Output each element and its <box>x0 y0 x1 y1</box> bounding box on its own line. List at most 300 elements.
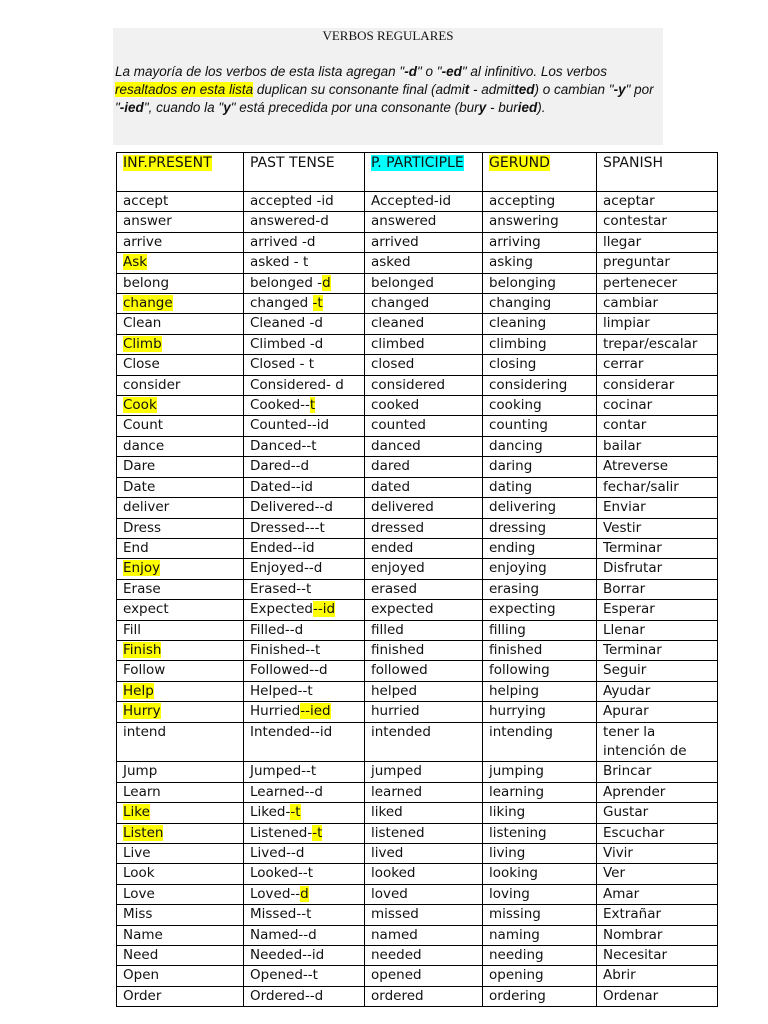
gerund-cell <box>483 253 597 273</box>
spanish-cell <box>597 375 718 395</box>
cell-text: daring <box>489 458 533 475</box>
spanish-cell <box>597 273 718 293</box>
participle-cell <box>365 925 483 945</box>
table-row <box>117 884 718 904</box>
verb-label: Dare <box>123 458 156 475</box>
intro-bold: -y <box>613 82 626 97</box>
spanish-cell <box>597 823 718 843</box>
cell-text: Apurar <box>603 703 649 720</box>
table-row <box>117 457 718 477</box>
gerund-cell <box>483 538 597 558</box>
header-gerund <box>483 153 597 192</box>
cell-text: enjoying <box>489 560 547 577</box>
gerund-cell <box>483 375 597 395</box>
table-row <box>117 192 718 212</box>
spanish-cell <box>597 212 718 232</box>
cell-text: cleaned <box>371 315 425 332</box>
cell-text: accepting <box>489 193 556 209</box>
spanish-cell <box>597 355 718 375</box>
gerund-cell <box>483 334 597 354</box>
participle-cell <box>365 192 483 212</box>
past-tense-label <box>250 804 301 820</box>
participle-cell <box>365 600 483 620</box>
cell-text: contestar <box>603 213 667 230</box>
cell-text: belonging <box>489 274 556 291</box>
past-tense-cell <box>244 722 365 762</box>
spanish-cell <box>597 803 718 823</box>
spanish-cell <box>597 966 718 986</box>
cell-text: Amar <box>603 885 640 902</box>
table-row <box>117 620 718 640</box>
cell-text: finished <box>489 641 543 658</box>
gerund-cell <box>483 436 597 456</box>
cell-text: limpiar <box>603 315 650 332</box>
intro-text: " por " <box>115 82 654 115</box>
cell-text: Considered- d <box>250 376 344 393</box>
cell-text: climbing <box>489 335 547 352</box>
spanish-cell <box>597 579 718 599</box>
cell-text: listening <box>489 824 547 841</box>
participle-cell <box>365 396 483 416</box>
past-tense-suffix: --id <box>313 601 336 618</box>
table-row <box>117 212 718 232</box>
cell-text: Danced--t <box>250 437 317 454</box>
cell-text: answered <box>371 213 437 230</box>
cell-text: missing <box>489 906 541 923</box>
spanish-cell <box>597 457 718 477</box>
spanish-cell <box>597 253 718 273</box>
verb-label: Enjoy <box>123 560 161 577</box>
past-tense-stem: Hurried <box>250 703 301 720</box>
spanish-cell <box>597 986 718 1006</box>
infinitive-cell <box>117 559 244 579</box>
verb-label: Open <box>123 967 160 984</box>
cell-text: arrived -d <box>250 233 316 250</box>
cell-text: dressed <box>371 519 425 536</box>
participle-cell <box>365 498 483 518</box>
spanish-cell <box>597 192 718 212</box>
cell-text: asked <box>371 254 411 271</box>
verb-label: consider <box>123 376 181 393</box>
past-tense-cell <box>244 803 365 823</box>
table-row <box>117 640 718 660</box>
participle-cell <box>365 477 483 497</box>
infinitive-cell <box>117 498 244 518</box>
cell-text: Lived--d <box>250 845 305 861</box>
table-row <box>117 294 718 314</box>
gerund-cell <box>483 884 597 904</box>
cell-text: Helped--t <box>250 682 313 699</box>
participle-cell <box>365 559 483 579</box>
cell-text: Ended--id <box>250 539 315 556</box>
table-row <box>117 355 718 375</box>
table-row <box>117 436 718 456</box>
cell-text: Extrañar <box>603 906 662 923</box>
participle-cell <box>365 518 483 538</box>
participle-cell <box>365 294 483 314</box>
cell-text: Missed--t <box>250 906 312 923</box>
infinitive-cell <box>117 620 244 640</box>
header-label: SPANISH <box>603 155 664 171</box>
verb-label: dance <box>123 437 165 454</box>
participle-cell <box>365 782 483 802</box>
past-tense-suffix: d <box>322 274 331 291</box>
cell-text: ended <box>371 539 414 556</box>
cell-text: helping <box>489 682 540 699</box>
table-row <box>117 253 718 273</box>
infinitive-cell <box>117 334 244 354</box>
past-tense-cell <box>244 334 365 354</box>
cell-text: Counted--id <box>250 417 330 434</box>
cell-text: preguntar <box>603 254 670 271</box>
cell-text: Ordenar <box>603 987 659 1004</box>
past-tense-cell <box>244 192 365 212</box>
past-tense-cell <box>244 538 365 558</box>
infinitive-cell <box>117 273 244 293</box>
past-tense-stem: changed <box>250 295 313 312</box>
cell-text: opening <box>489 967 544 984</box>
cell-text: arrived <box>371 233 419 250</box>
gerund-cell <box>483 416 597 436</box>
gerund-cell <box>483 925 597 945</box>
infinitive-cell <box>117 232 244 252</box>
table-row <box>117 803 718 823</box>
cell-text: intended <box>371 723 431 740</box>
intro-text: ) o cambian " <box>534 82 614 97</box>
table-row <box>117 334 718 354</box>
cell-text: Esperar <box>603 601 655 618</box>
gerund-cell <box>483 396 597 416</box>
infinitive-cell <box>117 823 244 843</box>
table-row <box>117 762 718 782</box>
cell-text: answered-d <box>250 213 329 230</box>
spanish-cell <box>597 905 718 925</box>
gerund-cell <box>483 986 597 1006</box>
cell-text: changing <box>489 295 552 312</box>
past-tense-suffix: --ied <box>300 703 331 720</box>
spanish-cell <box>597 436 718 456</box>
intro-text: - admit <box>469 82 515 97</box>
intro-text: ). <box>537 100 546 115</box>
cell-text: closing <box>489 356 537 373</box>
cell-text: Terminar <box>603 539 662 556</box>
verbs-table <box>116 152 718 1007</box>
gerund-cell <box>483 477 597 497</box>
gerund-cell <box>483 579 597 599</box>
past-tense-cell <box>244 314 365 334</box>
cell-text: accepted -id <box>250 193 334 209</box>
intro-bold: -ied <box>119 100 144 115</box>
gerund-cell <box>483 823 597 843</box>
past-tense-cell <box>244 884 365 904</box>
cell-text: tener la intención de <box>603 723 687 759</box>
intro-text: ", cuando la " <box>143 100 224 115</box>
cell-text: liked <box>371 804 403 821</box>
cell-text: Aprender <box>603 783 666 800</box>
past-tense-cell <box>244 661 365 681</box>
cell-text: jumped <box>371 763 422 780</box>
past-tense-cell <box>244 477 365 497</box>
infinitive-cell <box>117 905 244 925</box>
verb-label: Name <box>123 926 163 943</box>
spanish-cell <box>597 518 718 538</box>
cell-text: Looked--t <box>250 865 314 882</box>
past-tense-cell <box>244 416 365 436</box>
infinitive-cell <box>117 966 244 986</box>
cell-text: Closed - t <box>250 356 315 373</box>
gerund-cell <box>483 518 597 538</box>
past-tense-cell <box>244 702 365 722</box>
participle-cell <box>365 844 483 864</box>
verb-label: Fill <box>123 621 142 638</box>
spanish-cell <box>597 702 718 722</box>
cell-text: Climbed -d <box>250 335 324 352</box>
intro-text: " o " <box>416 64 442 79</box>
verb-label: intend <box>123 723 167 740</box>
verb-label: Count <box>123 417 164 434</box>
gerund-cell <box>483 966 597 986</box>
past-tense-cell <box>244 232 365 252</box>
infinitive-cell <box>117 722 244 762</box>
infinitive-cell <box>117 884 244 904</box>
intro-bold: ted <box>514 82 535 97</box>
cell-text: considering <box>489 376 568 393</box>
participle-cell <box>365 905 483 925</box>
table-row <box>117 986 718 1006</box>
cell-text: cambiar <box>603 295 658 312</box>
infinitive-cell <box>117 864 244 884</box>
cell-text: delivered <box>371 499 434 516</box>
participle-cell <box>365 702 483 722</box>
cell-text: Nombrar <box>603 926 663 943</box>
past-tense-cell <box>244 579 365 599</box>
cell-text: Intended--id <box>250 723 333 740</box>
cell-text: Enviar <box>603 499 646 516</box>
gerund-cell <box>483 722 597 762</box>
intro-text: La mayoría de los verbos de esta lista agregan " <box>115 64 405 79</box>
cell-text: needed <box>371 947 422 964</box>
table-row <box>117 375 718 395</box>
cell-text: helped <box>371 682 418 699</box>
participle-cell <box>365 946 483 966</box>
gerund-cell <box>483 946 597 966</box>
cell-text: Delivered--d <box>250 499 333 516</box>
cell-text: considered <box>371 376 446 393</box>
gerund-cell <box>483 782 597 802</box>
intro-text: - bur <box>486 100 518 115</box>
gerund-cell <box>483 905 597 925</box>
cell-text: bailar <box>603 437 642 454</box>
gerund-cell <box>483 803 597 823</box>
spanish-cell <box>597 559 718 579</box>
past-tense-suffix: d <box>300 885 309 902</box>
gerund-cell <box>483 600 597 620</box>
past-tense-cell <box>244 294 365 314</box>
intro-text: " está precedida por una consonante (bur <box>230 100 479 115</box>
past-tense-cell <box>244 844 365 864</box>
header-label: GERUND <box>489 155 550 171</box>
participle-cell <box>365 620 483 640</box>
cell-text: expecting <box>489 601 556 618</box>
cell-text: considerar <box>603 376 675 393</box>
intro-bold: ied <box>517 100 538 115</box>
past-tense-cell <box>244 396 365 416</box>
past-tense-stem: Expected <box>250 601 313 618</box>
infinitive-cell <box>117 416 244 436</box>
past-tense-cell <box>244 986 365 1006</box>
header-label: INF.PRESENT <box>123 155 212 171</box>
spanish-cell <box>597 946 718 966</box>
cell-text: jumping <box>489 763 544 780</box>
participle-cell <box>365 436 483 456</box>
cell-text: erasing <box>489 580 540 597</box>
spanish-cell <box>597 864 718 884</box>
cell-text: Erased--t <box>250 580 312 597</box>
participle-cell <box>365 884 483 904</box>
verb-label: answer <box>123 213 172 230</box>
header-label: PAST TENSE <box>250 155 335 171</box>
gerund-cell <box>483 273 597 293</box>
spanish-cell <box>597 762 718 782</box>
intro-text: " al infinitivo. Los verbos <box>461 64 607 79</box>
infinitive-cell <box>117 355 244 375</box>
verb-label: Close <box>123 356 160 373</box>
spanish-cell <box>597 538 718 558</box>
table-row <box>117 579 718 599</box>
cell-text: trepar/escalar <box>603 335 698 352</box>
verb-label: Look <box>123 865 155 882</box>
participle-cell <box>365 640 483 660</box>
spanish-cell <box>597 416 718 436</box>
gerund-cell <box>483 355 597 375</box>
past-tense-cell <box>244 946 365 966</box>
table-row <box>117 681 718 701</box>
intro-bold: y <box>478 100 487 115</box>
cell-text: hurrying <box>489 703 546 720</box>
cell-text: pertenecer <box>603 274 678 291</box>
past-tense-stem: Liked- <box>250 804 291 821</box>
gerund-cell <box>483 498 597 518</box>
past-tense-cell <box>244 782 365 802</box>
table-row <box>117 314 718 334</box>
past-tense-stem: Loved-- <box>250 885 301 902</box>
infinitive-cell <box>117 518 244 538</box>
cell-text: ordered <box>371 987 424 1004</box>
cell-text: closed <box>371 356 415 373</box>
verb-label: Finish <box>123 641 162 658</box>
past-tense-suffix: -t <box>312 824 323 841</box>
page-title: VERBOS REGULARES <box>322 28 454 43</box>
cell-text: Enjoyed--d <box>250 560 323 577</box>
table-header-row <box>117 153 718 192</box>
cell-text: Ordered--d <box>250 987 324 1004</box>
cell-text: Followed--d <box>250 662 328 679</box>
past-tense-cell <box>244 864 365 884</box>
verb-label: Erase <box>123 580 161 597</box>
cell-text: asked - t <box>250 254 309 271</box>
spanish-cell <box>597 334 718 354</box>
table-row <box>117 232 718 252</box>
cell-text: looking <box>489 865 538 882</box>
past-tense-cell <box>244 457 365 477</box>
gerund-cell <box>483 661 597 681</box>
participle-cell <box>365 273 483 293</box>
infinitive-cell <box>117 192 244 212</box>
verb-label: expect <box>123 601 169 618</box>
infinitive-cell <box>117 396 244 416</box>
cell-text: listened <box>371 824 425 841</box>
cell-text: intending <box>489 723 553 740</box>
participle-cell <box>365 253 483 273</box>
past-tense-suffix: -t <box>290 804 301 821</box>
intro-bold: y <box>223 100 231 115</box>
infinitive-cell <box>117 844 244 864</box>
gerund-cell <box>483 864 597 884</box>
table-row <box>117 416 718 436</box>
verb-label: End <box>123 539 149 556</box>
gerund-cell <box>483 844 597 864</box>
verb-label: Order <box>123 987 162 1004</box>
cell-text: dating <box>489 478 533 495</box>
participle-cell <box>365 232 483 252</box>
intro-highlight: resaltados en esta lista <box>115 82 254 97</box>
cell-text: erased <box>371 580 418 597</box>
cell-text: followed <box>371 662 428 679</box>
past-tense-cell <box>244 212 365 232</box>
gerund-cell <box>483 620 597 640</box>
spanish-cell <box>597 396 718 416</box>
cell-text: Named--d <box>250 926 317 943</box>
infinitive-cell <box>117 477 244 497</box>
cell-text: cooked <box>371 397 420 414</box>
cell-text: asking <box>489 254 534 271</box>
spanish-cell <box>597 294 718 314</box>
spanish-cell <box>597 925 718 945</box>
participle-cell <box>365 864 483 884</box>
cell-text: Borrar <box>603 580 646 597</box>
past-tense-stem: Cooked-- <box>250 397 310 414</box>
spanish-cell <box>597 314 718 334</box>
cell-text: changed <box>371 295 430 312</box>
cell-text: looked <box>371 865 416 882</box>
participle-cell <box>365 334 483 354</box>
verb-label: Follow <box>123 662 166 679</box>
gerund-cell <box>483 681 597 701</box>
table-row <box>117 559 718 579</box>
intro-paragraph <box>115 63 661 117</box>
verb-label: change <box>123 295 173 312</box>
intro-bold: -d <box>404 64 417 79</box>
gerund-cell <box>483 702 597 722</box>
cell-text: Ayudar <box>603 682 651 699</box>
verb-label: Learn <box>123 783 161 800</box>
participle-cell <box>365 314 483 334</box>
cell-text: ending <box>489 539 536 556</box>
cell-text: counted <box>371 417 426 434</box>
spanish-cell <box>597 681 718 701</box>
spanish-cell <box>597 844 718 864</box>
past-tense-cell <box>244 273 365 293</box>
verb-label: Ask <box>123 254 148 271</box>
cell-text: answering <box>489 213 559 230</box>
table-row <box>117 273 718 293</box>
infinitive-cell <box>117 457 244 477</box>
infinitive-cell <box>117 436 244 456</box>
participle-cell <box>365 212 483 232</box>
cell-text: Accepted-id <box>371 193 452 209</box>
header-spanish <box>597 153 718 192</box>
header-label: P. PARTICIPLE <box>371 155 464 171</box>
